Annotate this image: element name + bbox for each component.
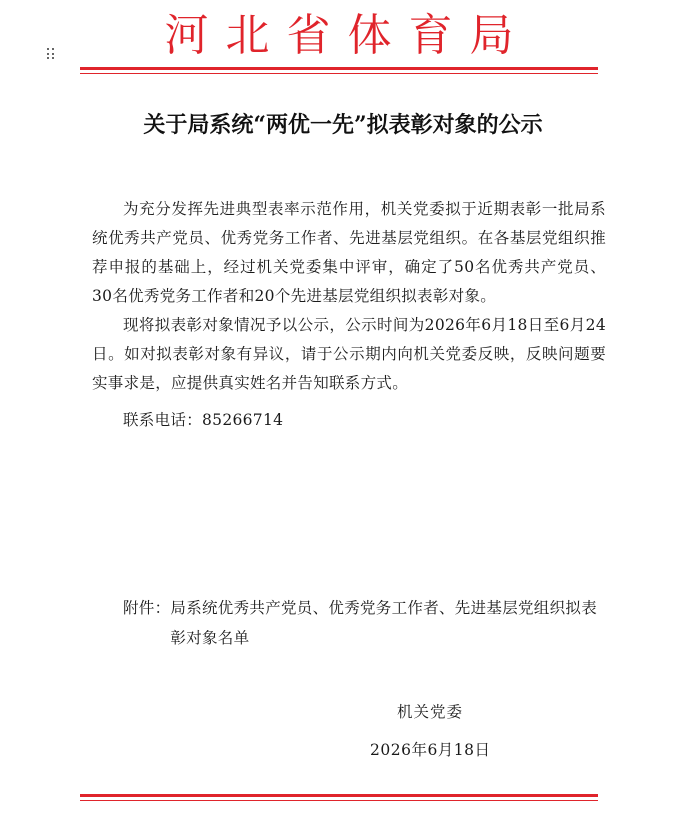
signer: 机关党委	[397, 703, 464, 721]
signature-date: 2026年6月18日	[370, 741, 491, 759]
masthead: 河北省体育局	[164, 10, 531, 61]
drag-handle-icon[interactable]	[47, 48, 55, 60]
contact-phone: 联系电话：85266714	[123, 411, 284, 429]
document-title: 关于局系统“两优一先”拟表彰对象的公示	[143, 112, 543, 138]
body-paragraph: 现将拟表彰对象情况予以公示，公示时间为2026年6月18日至6月24日。如对拟表彰对象有异议，请于公示期内向机关党委反映，反映问题要实事求是，应提供真实姓名并告知联系方式。	[92, 316, 606, 392]
attachment-label: 附件：	[123, 599, 171, 617]
attachment-text: 局系统优秀共产党员、优秀党务工作者、先进基层党组织拟表彰对象名单	[170, 599, 598, 647]
footer-rule-thin	[80, 800, 598, 801]
masthead-rule-thick	[80, 67, 598, 70]
body-paragraph: 为充分发挥先进典型表率示范作用，机关党委拟于近期表彰一批局系统优秀共产党员、优秀党务工作者、先进基层党组织。在各基层党组织推荐申报的基础上，经过机关党委集中评审，确定了50名优秀共产党员、30名优秀党务工作者和20个先进基层党组织拟表彰对象。	[92, 200, 606, 305]
attachment-block	[92, 593, 606, 653]
masthead-rule-thin	[80, 73, 598, 74]
footer-rule-thick	[80, 794, 598, 797]
document-body	[92, 195, 606, 435]
